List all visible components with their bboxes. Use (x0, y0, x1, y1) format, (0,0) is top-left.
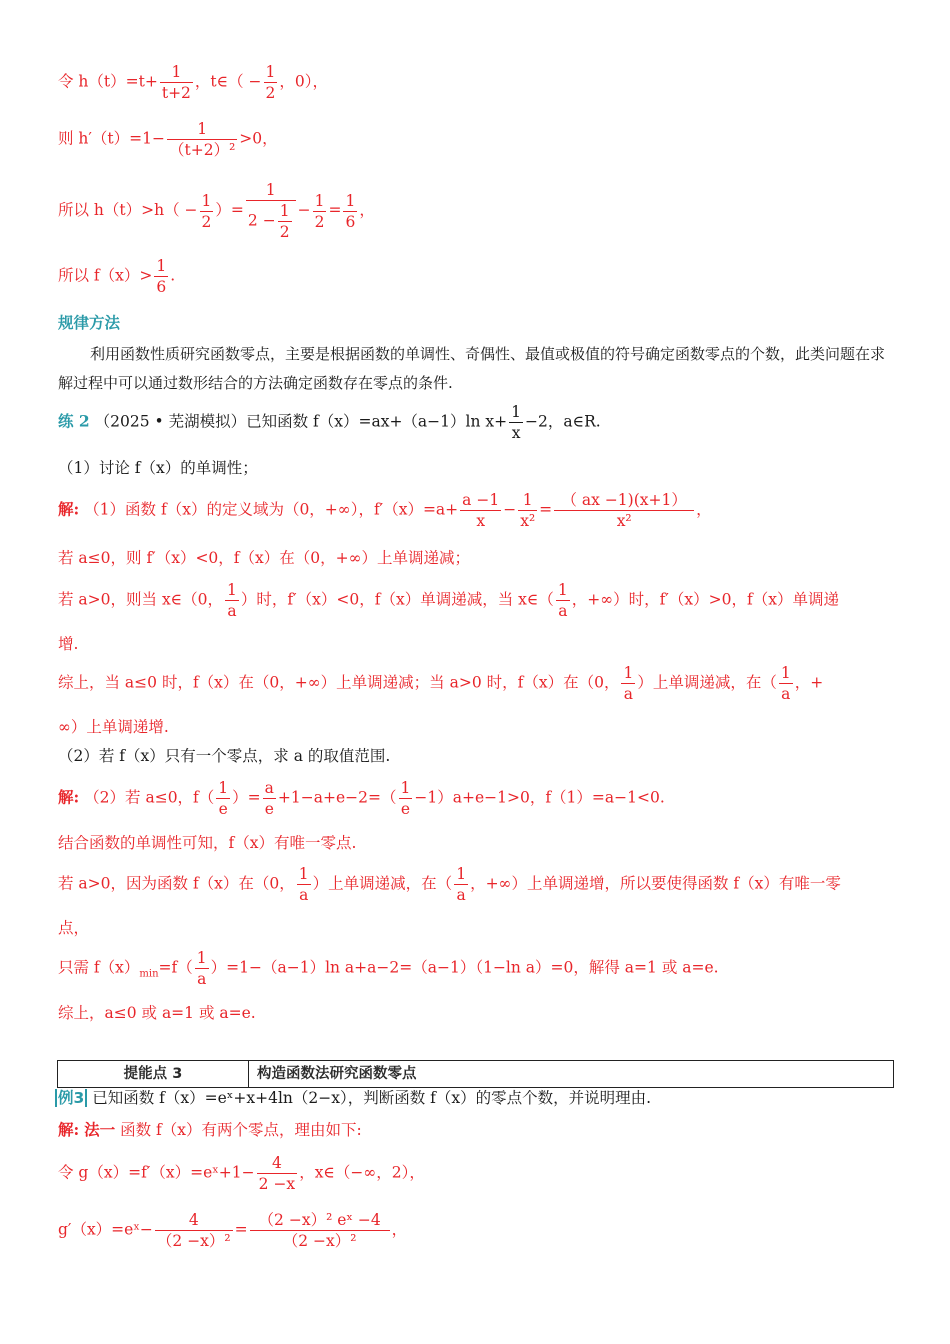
solution-3-g-definition: 令 g（x）=f′（x）=eˣ+1− $\frac{4}{2 -x}$ ，x∈（−∞，2）， (58, 1154, 425, 1193)
solution-3-g-derivative: g′（x）=eˣ− $\frac{4}{\text{（2 −x）²}}$ = $\frac{\text{（2 −x）² eˣ −4}}{\text{（2 −x）²}}$ ， (58, 1211, 408, 1250)
skill-point-header (57, 1060, 894, 1088)
question-2: （2）若 f（x）只有一个零点，求 a 的取值范围. (58, 747, 391, 765)
solution-label: 解: (58, 1120, 80, 1139)
method-label: 法一 (84, 1120, 116, 1139)
eq-f-bound: 所以 f（x）> $\frac{1}{6}$ . (58, 257, 176, 296)
solution-1-summary: 综上，当 a≤0 时，f（x）在（0，+∞）上单调递减；当 a>0 时，f（x）在（0， $\frac{1}{a}$ ）上单调递减，在（ $\frac{1}{a}$ ，+ (58, 664, 824, 703)
solution-2-unique-zero: 结合函数的单调性可知，f（x）有唯一零点. (58, 834, 357, 852)
solution-1-case-a-pos: 若 a>0，则当 x∈（0， $\frac{1}{a}$ ）时，f′（x）<0，f（x）单调递减，当 x∈（ $\frac{1}{a}$ ，+∞）时，f′（x）>0，f（x）单调递 (58, 581, 839, 620)
rule-method-title: 规律方法 (58, 314, 121, 332)
example-3-label: 例3 (55, 1089, 87, 1107)
solution-2-case-a-pos-cont: 点， (58, 919, 90, 937)
exercise-2-statement: 练 2 （2025 • 芜湖模拟）已知函数 f（x）=ax+（a−1）ln x+ $\frac{1}{x}$ −2，a∈R. (58, 403, 601, 442)
solution-2-case-a-neg: 解: （2）若 a≤0，f（ $\frac{1}{e}$ ）= $\frac{a}{e}$ +1−a+e−2=（ $\frac{1}{e}$ −1）a+e−1>0，f（1）=a−1<0. (58, 779, 665, 818)
solution-1-derivative: 解: （1）函数 f（x）的定义域为（0，+∞），f′（x）=a+ $\frac{a -1}{x}$ − $\frac{1}{\text{x²}}$ = $\frac{( ax -1)(x+1)}{\text{x²}}$ ， (58, 491, 712, 530)
eq-h-bound: 所以 h（t）>h（ − $\frac{1}{2}$ ）= 1 2 − $\frac{1}{2}$ − $\frac{1}{2}$ = $\frac{1}{6}$ ， (58, 181, 375, 241)
solution-1-case-a-pos-cont: 增. (58, 635, 79, 653)
solution-label: 解: (58, 787, 80, 807)
solution-label: 解: (58, 499, 80, 519)
skill-point-title: 构造函数法研究函数零点 (257, 1066, 417, 1082)
solution-1-case-a-neg: 若 a≤0，则 f′（x）<0，f（x）在（0，+∞）上单调递减； (58, 549, 471, 567)
exercise-2-label: 练 2 (58, 411, 90, 431)
eq-h-definition: 令 h（t）=t+ $\frac{1}{t+2}$ ，t∈（ − $\frac{1}{2}$ ，0）， (58, 63, 329, 102)
example-3-statement: 例3 已知函数 f（x）=eˣ+x+4ln（2−x），判断函数 f（x）的零点个数，并说明理由. (55, 1087, 651, 1109)
solution-3-intro: 解: 法一 函数 f（x）有两个零点，理由如下: (58, 1120, 362, 1139)
skill-point-number: 提能点 3 (58, 1061, 249, 1087)
rule-method-text: 利用函数性质研究函数零点，主要是根据函数的单调性、奇偶性、最值或极值的符号确定函数零点的个数，此类问题在求解过程中可以通过数形结合的方法确定函数存在零点的条件. (58, 345, 886, 392)
question-1: （1）讨论 f（x）的单调性； (58, 459, 258, 477)
solution-2-case-a-pos: 若 a>0，因为函数 f（x）在（0， $\frac{1}{a}$ ）上单调递减，在（ $\frac{1}{a}$ ，+∞）上单调递增，所以要使得函数 f（x）有唯一零 (58, 865, 841, 904)
solution-2-summary: 综上，a≤0 或 a=1 或 a=e. (58, 1004, 256, 1022)
solution-2-min-condition: 只需 $f(x)_{min}=f$（ $\frac{1}{a}$ ）=1−（a−1）ln a+a−2=（a−1）（1−ln a）=0，解得 a=1 或 a=e. (58, 949, 719, 988)
eq-h-derivative: 则 h′（t）=1− $\frac{1}{\text{（t+2）²}}$ >0， (58, 120, 278, 159)
solution-1-summary-cont: ∞）上单调递增. (58, 718, 169, 736)
